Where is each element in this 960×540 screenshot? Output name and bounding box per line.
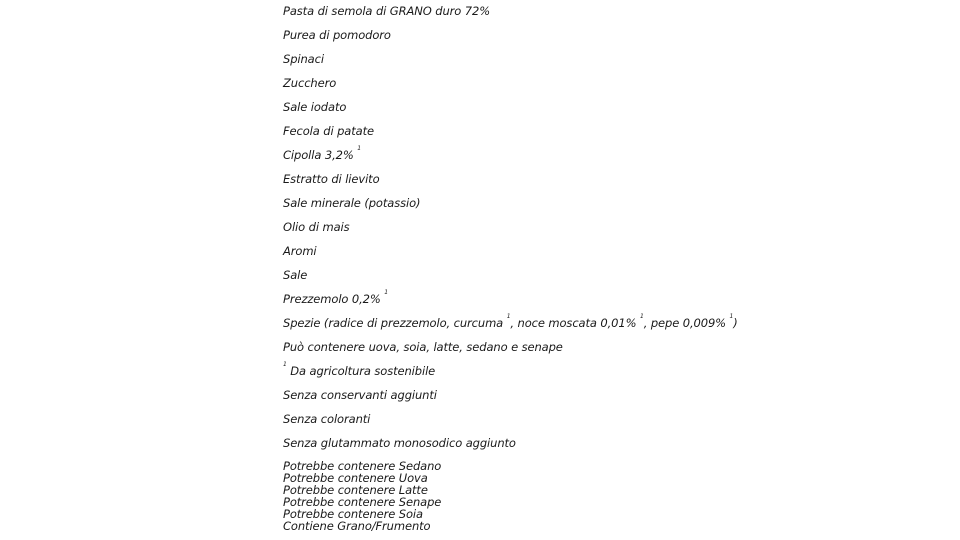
ingredient-line [283, 72, 923, 96]
allergen-line: Potrebbe contenere Soia [283, 507, 423, 521]
claim-line [283, 432, 923, 456]
ingredient-text: Pasta di semola di GRANO duro 72% [283, 4, 491, 18]
ingredient-text: Sale minerale (potassio) [283, 196, 421, 210]
ingredient-line [283, 0, 923, 24]
ingredient-line [283, 288, 923, 312]
ingredient-text: Fecola di patate [283, 124, 374, 138]
ingredient-line [283, 48, 923, 72]
ingredient-line [283, 216, 923, 240]
ingredient-text: Zucchero [283, 76, 337, 90]
ingredient-text: Spinaci [283, 52, 324, 66]
ingredient-text: Cipolla 3,2% [283, 148, 358, 162]
ingredient-line [283, 264, 923, 288]
may-contain-text: Può contenere uova, soia, latte, sedano e senape [283, 340, 563, 354]
claim-text: Senza glutammato monosodico aggiunto [283, 436, 516, 450]
claim-line [283, 408, 923, 432]
may-contain-line [283, 336, 923, 360]
allergen-line: Potrebbe contenere Latte [283, 483, 428, 497]
footnote-marker: 1 [640, 313, 644, 320]
spices-text: ) [733, 316, 738, 330]
ingredient-text: Sale [283, 268, 308, 282]
footnote-text: Da agricoltura sostenibile [286, 364, 436, 378]
ingredient-line [283, 144, 923, 168]
ingredient-text: Purea di pomodoro [283, 28, 391, 42]
footnote-marker: 1 [357, 145, 361, 152]
spices-text: , noce moscata 0,01% [510, 316, 640, 330]
footnote-marker: 1 [283, 361, 287, 368]
ingredient-line [283, 24, 923, 48]
ingredient-text: Olio di mais [283, 220, 350, 234]
ingredient-text: Sale iodato [283, 100, 347, 114]
ingredient-text: Prezzemolo 0,2% [283, 292, 385, 306]
ingredient-line [283, 192, 923, 216]
claim-text: Senza conservanti aggiunti [283, 388, 437, 402]
ingredient-line [283, 168, 923, 192]
ingredient-text: Estratto di lievito [283, 172, 380, 186]
allergen-line: Potrebbe contenere Uova [283, 471, 428, 485]
claim-line [283, 384, 923, 408]
allergen-line: Potrebbe contenere Sedano [283, 459, 442, 473]
allergen-list [283, 460, 923, 532]
spices-text: , pepe 0,009% [643, 316, 730, 330]
footnote-marker: 1 [384, 289, 389, 296]
ingredients-list [283, 0, 923, 456]
allergen-line: Contiene Grano/Frumento [283, 519, 431, 533]
allergen-line: Potrebbe contenere Senape [283, 495, 442, 509]
spices-line [283, 312, 923, 336]
claim-text: Senza coloranti [283, 412, 371, 426]
spices-text: Spezie (radice di prezzemolo, curcuma [283, 316, 507, 330]
ingredient-line [283, 240, 923, 264]
footnote-line [283, 360, 923, 384]
ingredient-line [283, 120, 923, 144]
footnote-marker: 1 [729, 313, 734, 320]
ingredient-line [283, 96, 923, 120]
ingredient-text: Aromi [283, 244, 317, 258]
footnote-marker: 1 [506, 313, 511, 320]
